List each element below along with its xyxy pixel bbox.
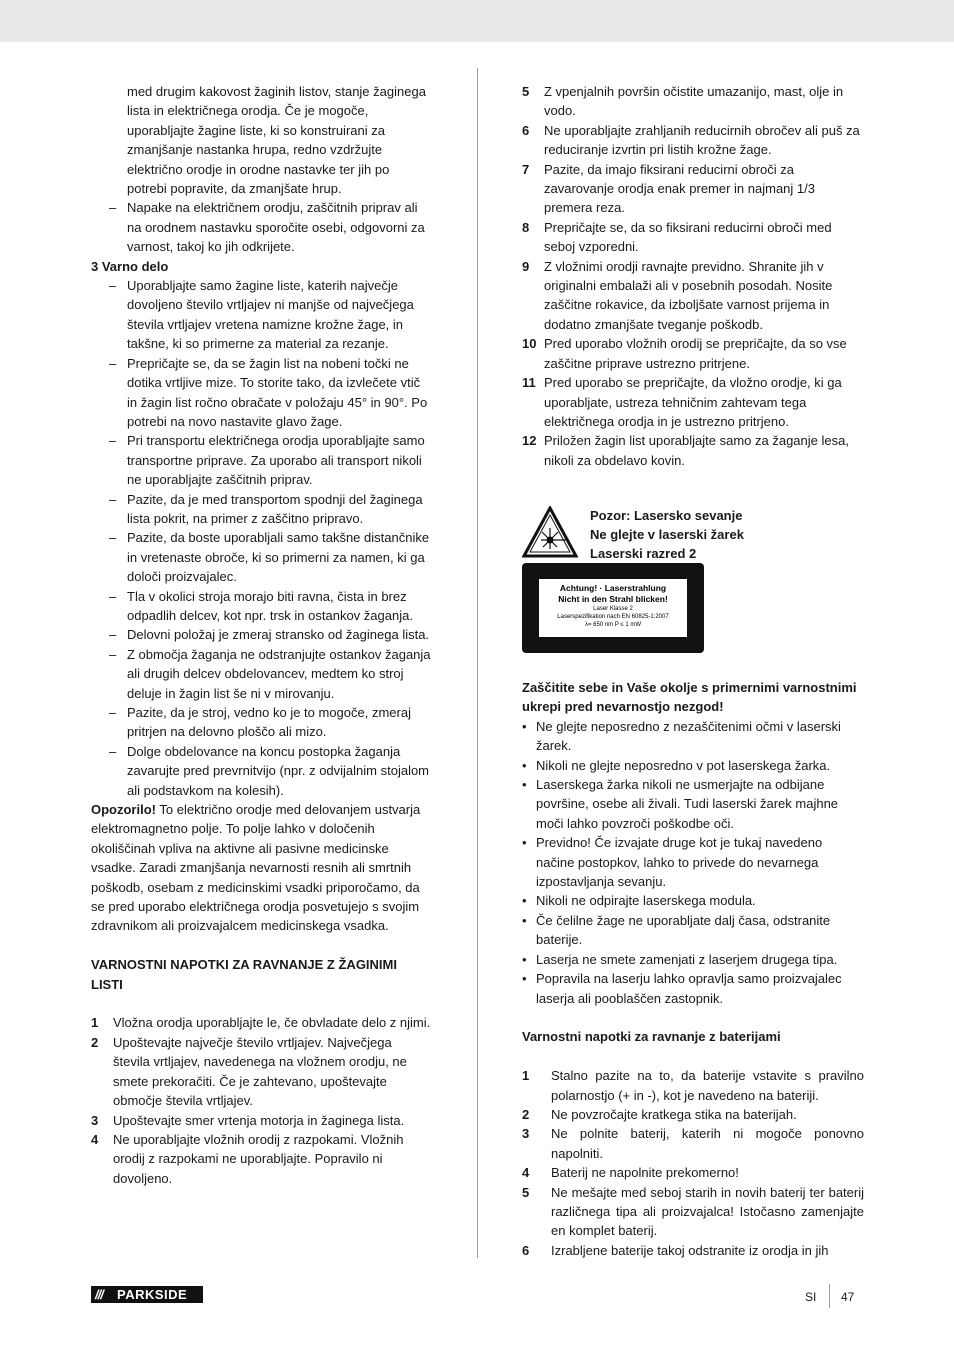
dash-item: – Pazite, da boste uporabljali samo takšne distančnike in vretenaste obroče, ki so primerni za namen, ki ga določi proizvajalec. xyxy=(91,528,431,586)
dash-item: – Dolge obdelovance na koncu postopka žaganja zavarujte pred prevrnitvijo (npr. z odvijalnim stojalom ali podstavkom na kolesih). xyxy=(91,742,431,800)
footer-divider xyxy=(829,1284,830,1308)
language-code: SI xyxy=(805,1290,817,1304)
numbered-item: 10 Pred uporabo vložnih orodij se prepričajte, da so vse zaščitne priprave ustrezno pritrjene. xyxy=(522,336,847,371)
laser-hazard-icon xyxy=(522,506,578,558)
numbered-item: 9 Z vložnimi orodji ravnajte previdno. Shranite jih v originalni embalaži ali v posebnih posodah. Nosite zaščitne rokavice, da izboljšate varnost prijema in dodatno zmanjšate tveganje poškodb. xyxy=(522,258,833,332)
numbered-item: 8 Prepričajte se, da so fiksirani reducirni obroči med seboj vzporedni. xyxy=(522,219,832,255)
warning-paragraph xyxy=(91,800,431,936)
battery-item: 2 Ne povzročajte kratkega stika na baterijah. xyxy=(522,1106,797,1122)
dash-item: – Pazite, da je stroj, vedno ko je to mogoče, zmeraj pritrjen na delovno ploščo ali mizo. xyxy=(91,703,431,742)
bullet-item: • Popravila na laserju lahko opravlja samo proizvajalec laserja ali pooblaščen zastopnik. xyxy=(522,969,864,1008)
left-column xyxy=(91,82,431,1188)
numbered-item: 2 Upoštevajte največje število vrtljajev. Največjega števila vrtljajev, navedenega na vložnem orodju, ne smete prekoračiti. Če je zahtevano, upoštevajte območje števila vrtljajev. xyxy=(91,1034,407,1109)
top-bar xyxy=(0,0,954,42)
parkside-logo: /// PARKSIDE xyxy=(91,1286,203,1303)
numbered-item: 7 Pazite, da imajo fiksirani reducirni obroči za zavarovanje orodja enak premer in najmanj 1/3 premera reza. xyxy=(522,161,815,216)
dash-item: – Z območja žaganja ne odstranjujte ostankov žaganja ali drugih delcev obdelovancev, medtem ko stroj deluje in žagin list še ni v mirovanju. xyxy=(91,645,431,703)
bullet-item: • Laserskega žarka nikoli ne usmerjajte na odbijane površine, osebe ali živali. Tudi laserski žarek majhne moči lahko povzroči poškodbe oči. xyxy=(522,775,864,833)
laser-warning xyxy=(522,506,864,656)
warning-label: Opozorilo! xyxy=(91,802,156,818)
dash-item: – Pri transportu električnega orodja uporabljajte samo transportne priprave. Za uporabo ali transport nikoli ne uporabljajte zaščitnih priprav. xyxy=(91,431,431,489)
battery-item: 3 Ne polnite baterij, katerih ni mogoče ponovno napolniti. xyxy=(522,1126,864,1161)
dash-item: – Prepričajte se, da se žagin list na nobeni točki ne dotika vrtljive mize. To storite tako, da izvlečete vtič in žagin list ročno obračate v položaju 45° in 90°. Po potrebi na novo nastavite glavo žage. xyxy=(91,354,431,432)
bullet-item: • Nikoli ne glejte neposredno v pot laserskega žarka. xyxy=(522,756,864,775)
dash-item: – Pazite, da je med transportom spodnji del žaginega lista pokrit, na primer z zaščitno pripravo. xyxy=(91,490,431,529)
column-divider xyxy=(477,68,478,1258)
battery-heading: Varnostni napotki za ravnanje z baterijami xyxy=(522,1029,781,1045)
paragraph-noise: med drugim kakovost žaginih listov, stanje žaginega lista in električnega orodja. Če je mogoče, uporabljajte žagine liste, ki so konstruirani za zmanjšanje nastanka hrupa, redno vzdržujte električno orodje in orodne nastavke ter jih po potrebi popravite, da zmanjšate hrup. xyxy=(127,84,426,197)
numbered-item: 1 Vložna orodja uporabljajte le, če obvladate delo z njimi. xyxy=(91,1015,431,1031)
warning-text: To električno orodje med delovanjem ustvarja elektromagnetno polje. To polje lahko v določenih okoliščinah vpliva na aktivne ali pasivne medicinske vsadke. Zaradi zmanjšanja nevarnosti resnih ali smrtnih poškodb, osebam z medicinskimi vsadki priporočamo, da se pred uporabo električnega orodja posvetujejo s svojim zdravnikom ali proizvajalcem medicinskega vsadka. xyxy=(91,802,421,934)
battery-item: 1 Stalno pazite na to, da baterije vstavite s pravilno polarnostjo (+ in -), kot je navedeno na bateriji. xyxy=(522,1068,864,1103)
section-title-safe-work: 3 Varno delo xyxy=(91,258,169,274)
bullet-item: • Laserja ne smete zamenjati z laserjem drugega tipa. xyxy=(522,950,864,969)
right-column-lower xyxy=(522,678,864,1260)
laser-caption: Pozor: Lasersko sevanje Ne glejte v laserski žarek Laserski razred 2 xyxy=(590,508,744,561)
numbered-item: 4 Ne uporabljajte vložnih orodij z razpokami. Vložnih orodij z razpokami ne uporabljajte. Popravilo ni dovoljeno. xyxy=(91,1131,404,1186)
dash-item: – Uporabljajte samo žagine liste, katerih največje dovoljeno število vrtljajev ni manjše od največjega števila vrtljajev vretena namizne krožne žage, in takšne, ki so primerne za material za rezanje. xyxy=(91,276,431,354)
battery-item: 4 Baterij ne napolnite prekomerno! xyxy=(522,1165,739,1181)
numbered-item: 5 Z vpenjalnih površin očistite umazanijo, mast, olje in vodo. xyxy=(522,84,844,119)
numbered-item: 11 Pred uporabo se prepričajte, da vložno orodje, ki ga uporabljate, ustreza tehničnim zahtevam tega električnega orodja in je ustrezno pritrjeno. xyxy=(522,375,842,429)
dash-item: – Tla v okolici stroja morajo biti ravna, čista in brez odpadlih delcev, kot npr. trsk in ostankov žaganja. xyxy=(91,587,431,626)
bullet-item: • Če čelilne žage ne uporabljate dalj časa, odstranite baterije. xyxy=(522,911,864,950)
numbered-item: 6 Ne uporabljajte zrahljanih reducirnih obročev ali puš za reduciranje izvrtin pri listih krožne žage. xyxy=(522,122,860,158)
dash-item-defects: – Napake na električnem orodju, zaščitnih priprav ali na orodnem nastavku sporočite osebi, odgovorni za varnost, takoj ko jih odkrijete. xyxy=(91,198,431,256)
right-column xyxy=(522,82,864,470)
bullet-item: • Nikoli ne odpirajte laserskega modula. xyxy=(522,891,864,910)
heading-saw-blades: VARNOSTNI NAPOTKI ZA RAVNANJE Z ŽAGINIMI LISTI xyxy=(91,957,397,992)
dash-item: – Delovni položaj je zmeraj stransko od žaginega lista. xyxy=(91,625,431,644)
numbered-item: 12 Priložen žagin list uporabljajte samo za žaganje lesa, nikoli za obdelavo kovin. xyxy=(522,433,849,468)
numbered-item: 3 Upoštevajte smer vrtenja motorja in žaginega lista. xyxy=(91,1112,405,1128)
protect-heading: Zaščitite sebe in Vaše okolje s primernimi varnostnimi ukrepi pred nevarnostjo nezgod! xyxy=(522,680,857,715)
bullet-item: • Previdno! Če izvajate druge kot je tukaj navedeno načine postopkov, lahko to privede do nevarnega izpostavljanja sevanju. xyxy=(522,833,864,891)
bullet-item: • Ne glejte neposredno z nezaščitenimi očmi v laserski žarek. xyxy=(522,717,864,756)
battery-item: 6 Izrabljene baterije takoj odstranite iz orodja in jih xyxy=(522,1242,829,1258)
page-number: 47 xyxy=(841,1290,855,1304)
laser-label-plate: Achtung! · Laserstrahlung Nicht in den Strahl blicken! Laser Klasse 2 Laserspezifikation nach EN 60825-1:2007 λ= 650 nm P ≤ 1 mW xyxy=(522,563,704,653)
battery-item: 5 Ne mešajte med seboj starih in novih baterij ter baterij različnega tipa ali proizvajalca! Istočasno zamenjajte en komplet baterij. xyxy=(522,1184,864,1239)
